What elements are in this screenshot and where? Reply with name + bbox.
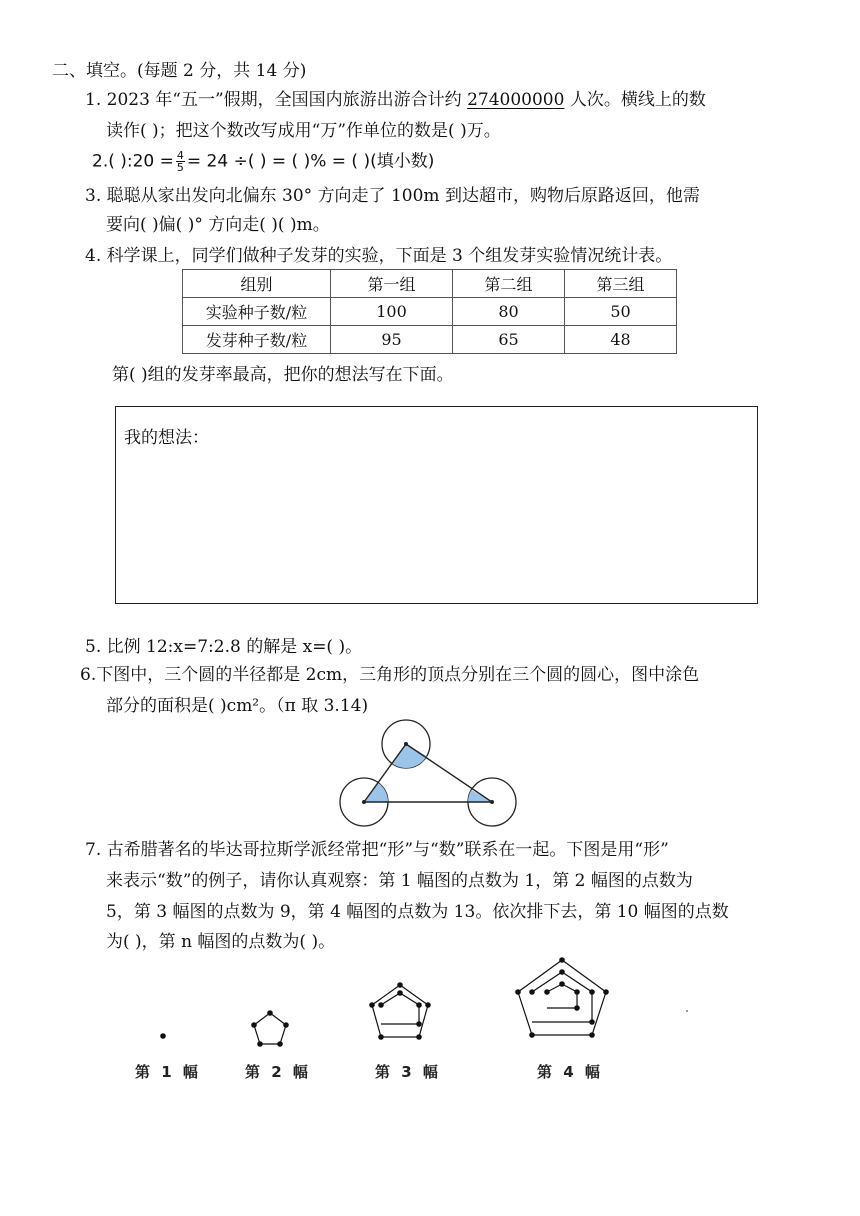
q4-line1: 4. 科学课上，同学们做种子发芽的实验，下面是 3 个组发芽实验情况统计表。 [85, 246, 673, 266]
answer-box-label: 我的想法： [124, 428, 209, 448]
q1-line1 [85, 89, 706, 111]
table-cell: 实验种子数/粒 [183, 298, 331, 326]
table-row [183, 298, 677, 326]
table-cell: 100 [331, 298, 453, 326]
table-header-cell: 第二组 [453, 270, 565, 298]
center-dot [490, 800, 494, 804]
figure-4 [515, 957, 609, 1038]
center-dot [362, 800, 366, 804]
table-cell: 发芽种子数/粒 [183, 326, 331, 354]
q3-line1: 3. 聪聪从家出发向北偏东 30° 方向走了 100m 到达超市，购物后原路返回，他需 [85, 186, 700, 206]
table-cell: 50 [565, 298, 677, 326]
q5-line: 5. 比例 12:x=7:2.8 的解是 x=( )。 [85, 637, 363, 657]
center-dot [404, 742, 408, 746]
q6-line2: 部分的面积是( )cm²。（π 取 3.14) [106, 696, 369, 716]
q2-line [92, 150, 434, 173]
q1-line2: 读作( )；把这个数改写成用“万”作单位的数是( )万。 [106, 121, 501, 141]
circles-triangle-figure [336, 718, 522, 830]
figure-2 [251, 1010, 289, 1047]
table-cell: 65 [453, 326, 565, 354]
germination-table [182, 269, 677, 354]
stray-mark [686, 1010, 688, 1012]
q7-line3: 5，第 3 幅图的点数为 9，第 4 幅图的点数为 13。依次排下去，第 10 幅图的点数 [106, 902, 729, 922]
table-row [183, 326, 677, 354]
caption-figure-2: 第 2 幅 [245, 1063, 311, 1081]
caption-figure-1: 第 1 幅 [135, 1063, 201, 1081]
q2-prefix: 2.( ):20 = [92, 151, 174, 172]
figure-1 [160, 1033, 166, 1039]
q2-suffix: = 24 ÷( ) = ( )% = ( )(填小数) [186, 151, 435, 172]
q1-underlined-number: 274000000 [467, 90, 565, 110]
q7-line1: 7. 古希腊著名的毕达哥拉斯学派经常把“形”与“数”联系在一起。下图是用“形” [85, 840, 669, 860]
table-cell: 80 [453, 298, 565, 326]
q1-text-b: 人次。横线上的数 [564, 90, 706, 110]
answer-box[interactable] [115, 406, 758, 604]
q2-fraction [176, 150, 185, 173]
caption-figure-3: 第 3 幅 [375, 1063, 441, 1081]
table-header-cell: 组别 [183, 270, 331, 298]
q2-fraction-denominator: 5 [176, 161, 184, 174]
table-cell: 48 [565, 326, 677, 354]
q4-line2: 第( )组的发芽率最高，把你的想法写在下面。 [112, 365, 454, 385]
table-header-row [183, 270, 677, 298]
q1-text-a: 1. 2023 年“五一”假期，全国国内旅游出游合计约 [85, 90, 468, 110]
q3-line2: 要向( )偏( )° 方向走( )( )m。 [106, 215, 330, 235]
table-header-cell: 第三组 [565, 270, 677, 298]
q6-line1: 6.下图中，三个圆的半径都是 2cm，三角形的顶点分别在三个圆的圆心，图中涂色 [80, 665, 700, 685]
table-cell: 95 [331, 326, 453, 354]
q7-line2: 来表示“数”的例子，请你认真观察：第 1 幅图的点数为 1，第 2 幅图的点数为 [106, 871, 693, 891]
table-header-cell: 第一组 [331, 270, 453, 298]
figure-3 [369, 982, 431, 1040]
section-title: 二、填空。(每题 2 分，共 14 分) [52, 61, 307, 81]
q2-fraction-numerator: 4 [176, 149, 184, 162]
q7-line4: 为( )，第 n 幅图的点数为( )。 [106, 932, 336, 952]
caption-figure-4: 第 4 幅 [537, 1063, 603, 1081]
